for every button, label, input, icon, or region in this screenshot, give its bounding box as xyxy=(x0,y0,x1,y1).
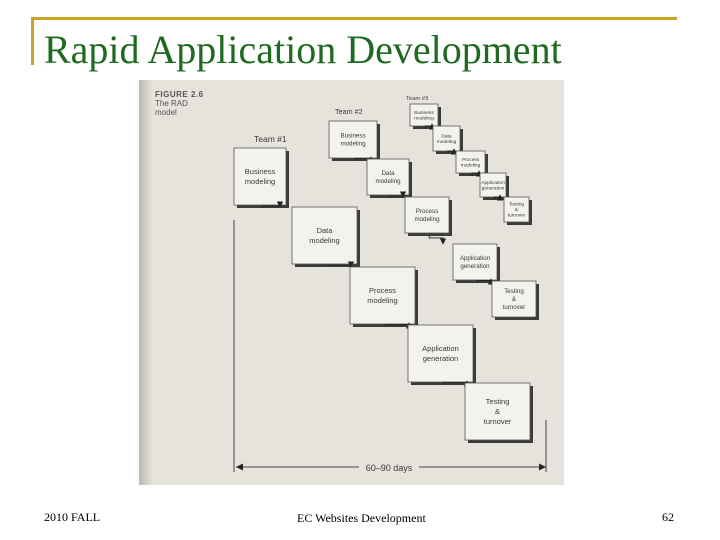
team-2-stage-label: Data xyxy=(381,170,395,178)
team-3-stage-label: & xyxy=(514,208,519,214)
team-1-stage-label: modeling xyxy=(244,177,276,186)
team-1-stage-label: Business xyxy=(244,167,276,176)
team-1-stage-label: Data xyxy=(316,226,333,235)
team-1-stage-label: generation xyxy=(422,354,459,363)
team-1-label: Team #1 xyxy=(254,134,287,144)
team-3-stage-label: Data xyxy=(441,134,452,140)
team-2-stage-label: Business xyxy=(340,132,366,140)
team-2-stage-label: Testing xyxy=(504,288,524,296)
rad-model-figure xyxy=(139,80,564,485)
rad-diagram xyxy=(139,80,564,485)
page-number: 62 xyxy=(662,510,674,524)
team-3-stage-label: modeling xyxy=(460,163,481,169)
team-3-label: Team #3 xyxy=(406,96,429,102)
team-1-stage-label: Process xyxy=(368,286,397,295)
footer-course: EC Websites Development xyxy=(297,511,426,525)
team-3-stage-label: generation xyxy=(481,186,505,192)
title-frame-left-rule xyxy=(31,17,34,65)
duration-label: 60–90 days xyxy=(365,463,413,473)
team-2-stage-label: modeling xyxy=(375,178,401,186)
team-3-stage-label: modeling xyxy=(436,139,457,145)
team-3-stage-label: Process xyxy=(461,157,480,163)
team-1-stage-label: modeling xyxy=(309,236,340,245)
footer-term: 2010 FALL xyxy=(44,510,101,524)
team-1-stage-label: Application xyxy=(422,344,459,353)
team-3-stage-label: Application xyxy=(481,180,505,186)
team-3-stage-label: modeling xyxy=(414,116,434,122)
team-2-stage-label: modeling xyxy=(414,216,440,224)
team-1-stage-label: Testing xyxy=(485,397,510,406)
team-2-label: Team #2 xyxy=(335,107,363,116)
figure-number: FIGURE 2.6 xyxy=(155,90,204,99)
team-2-stage-label: Application xyxy=(459,255,491,263)
team-1-stage-label: turnover xyxy=(483,417,512,426)
team-3-stage-label: turnover xyxy=(507,213,526,219)
team-1-stage-label: modeling xyxy=(367,296,398,305)
team-2-stage-label: generation xyxy=(460,263,490,271)
team-2-stage-label: Process xyxy=(415,208,439,216)
team-2-stage-label: & xyxy=(511,296,517,304)
team-1-stage-label: & xyxy=(494,407,501,416)
slide-title: Rapid Application Development xyxy=(44,27,562,72)
team-2-stage-label: turnover xyxy=(502,304,526,312)
team-2-stage-label: modeling xyxy=(340,140,366,148)
team-3-stage-label: Business xyxy=(414,110,434,116)
figure-caption-line2: model xyxy=(155,108,177,117)
title-frame-top-rule xyxy=(31,17,677,20)
stage-connector-arrow xyxy=(429,236,443,243)
team-3-stage-label: Testing xyxy=(508,202,525,208)
figure-caption-line1: The RAD xyxy=(155,99,188,108)
